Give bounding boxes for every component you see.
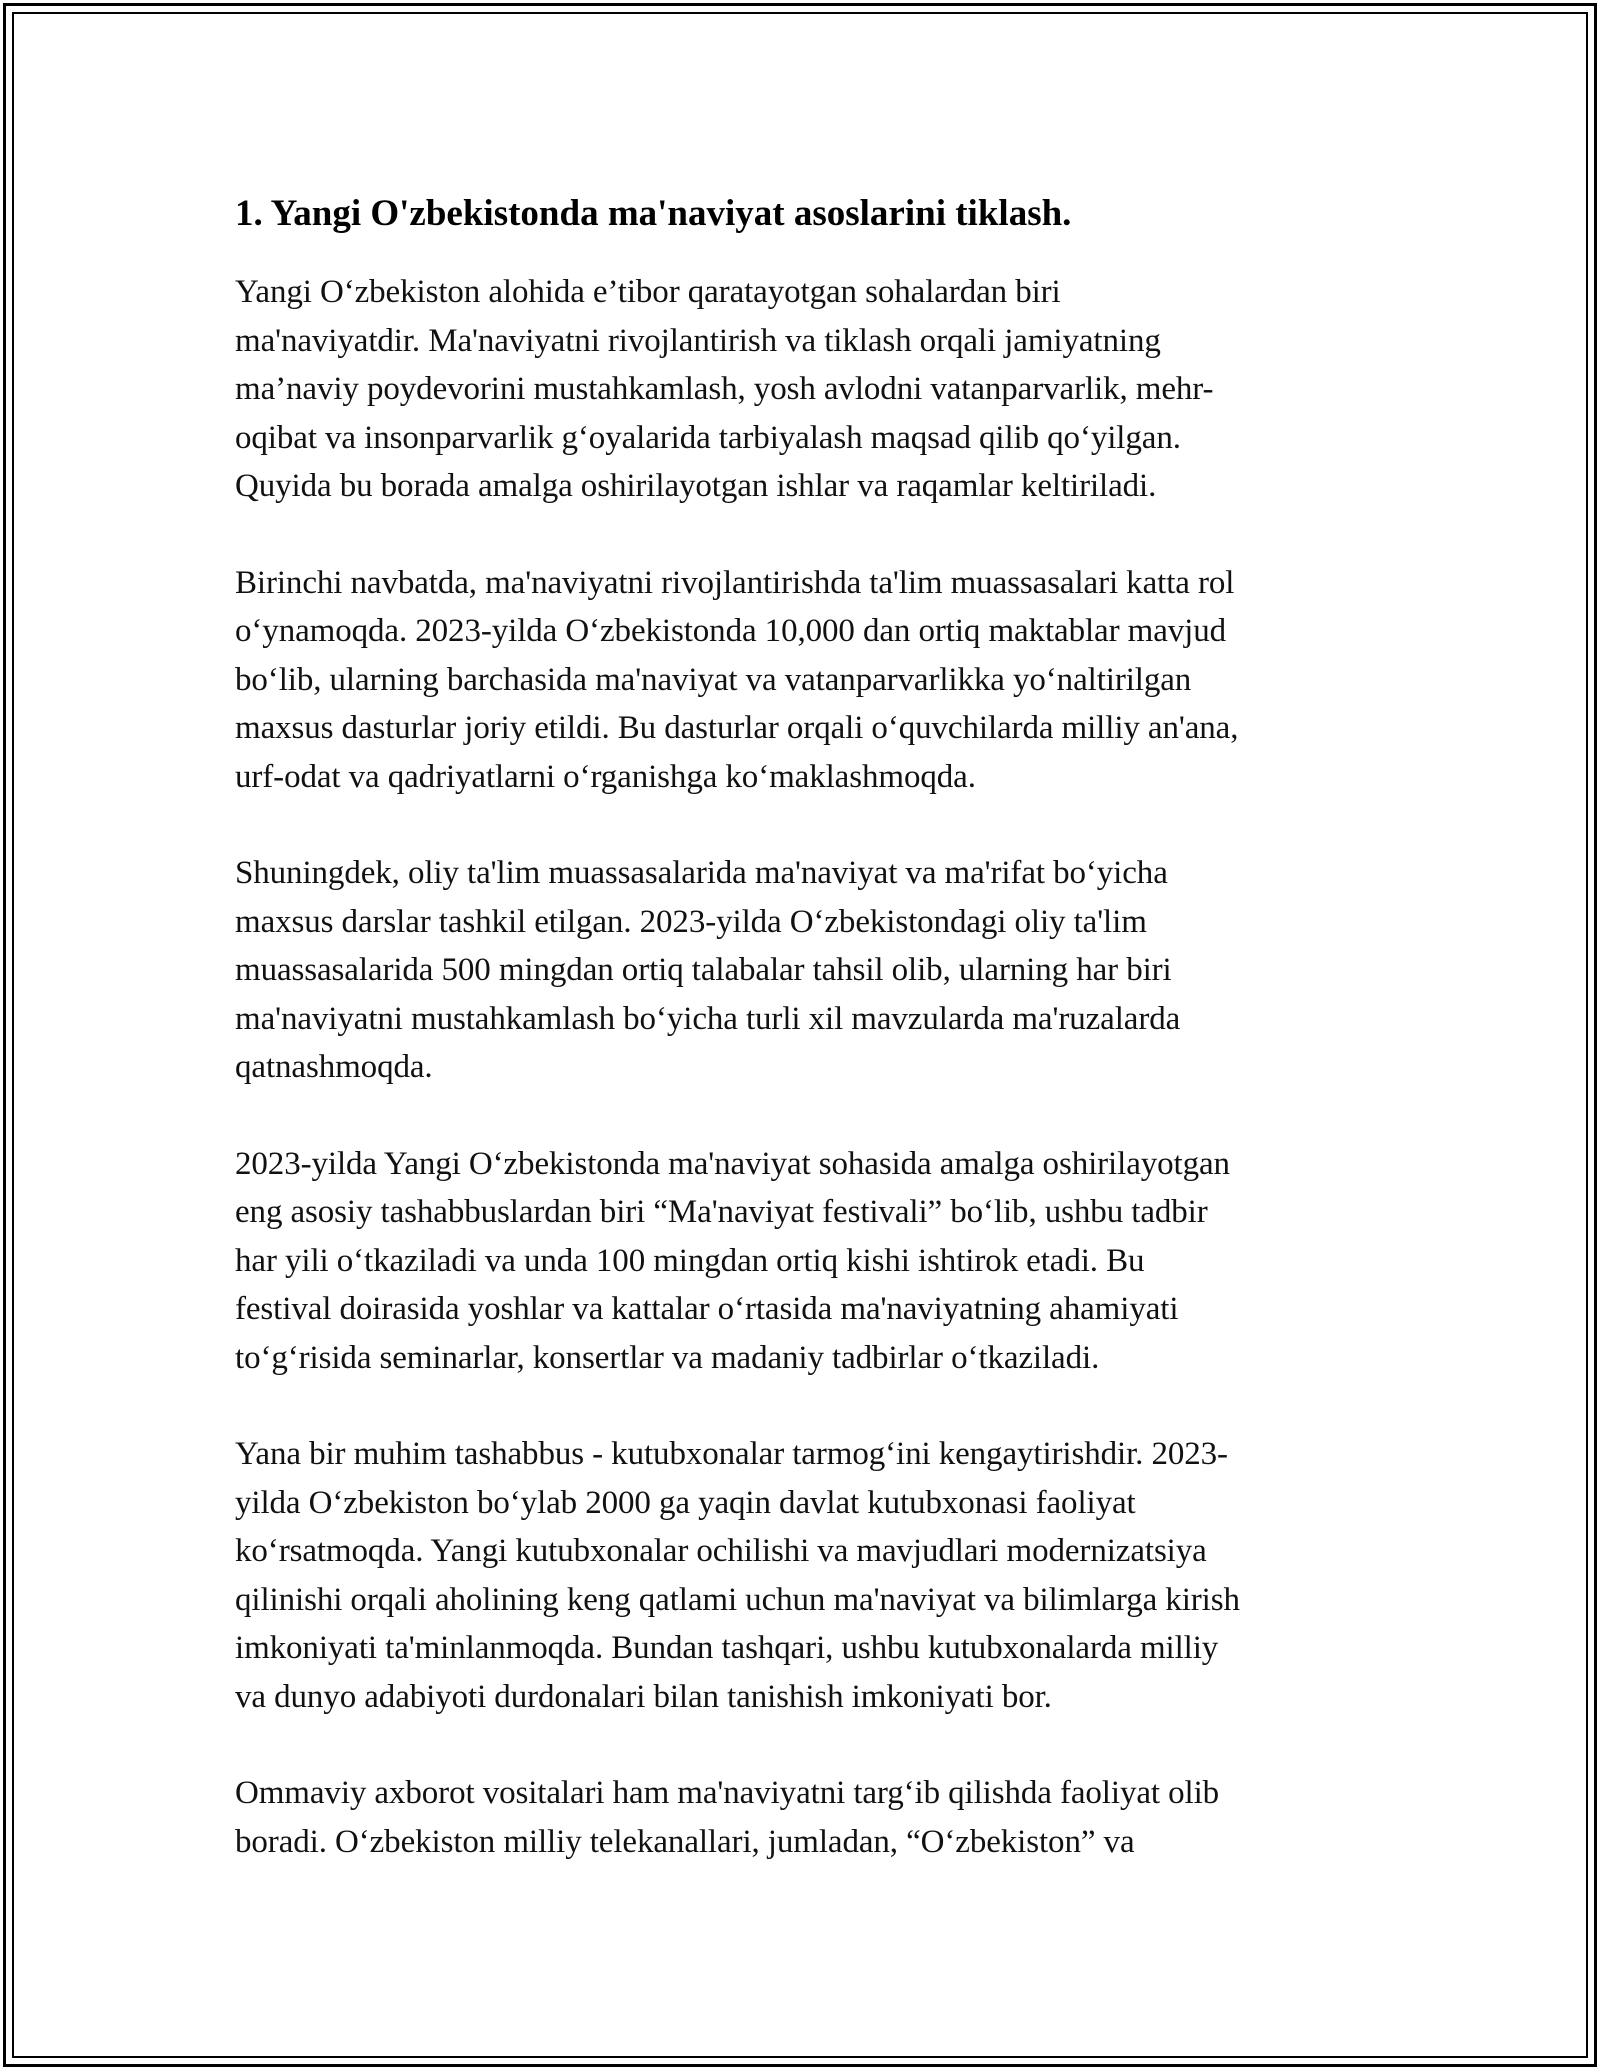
text-line: Yana bir muhim tashabbus - kutubxonalar tarmog‘ini kengaytirishdir. 2023- bbox=[235, 1436, 1228, 1472]
paragraph bbox=[235, 1140, 1365, 1383]
paragraph bbox=[235, 1430, 1365, 1721]
text-line: eng asosiy tashabbuslardan biri “Ma'naviyat festivali” bo‘lib, ushbu tadbir bbox=[235, 1194, 1208, 1230]
text-line: muassasalarida 500 mingdan ortiq talabalar tahsil olib, ularning har biri bbox=[235, 952, 1172, 988]
text-line: oqibat va insonparvarlik g‘oyalarida tarbiyalash maqsad qilib qo‘yilgan. bbox=[235, 419, 1181, 456]
paragraph bbox=[235, 559, 1365, 802]
text-line: va dunyo adabiyoti durdonalari bilan tanishish imkoniyati bor. bbox=[235, 1678, 1052, 1715]
text-line: Birinchi navbatda, ma'naviyatni rivojlantirishda ta'lim muassasalari katta rol bbox=[235, 564, 1235, 601]
text-line: Yangi O‘zbekiston alohida e’tibor qaratayotgan sohalardan biri bbox=[235, 274, 1061, 310]
text-line: ma'naviyatdir. Ma'naviyatni rivojlantirish va tiklash orqali jamiyatning bbox=[235, 322, 1161, 359]
text-line: bo‘lib, ularning barchasida ma'naviyat va vatanparvarlikka yo‘naltirilgan bbox=[235, 661, 1192, 698]
document-body bbox=[235, 184, 1365, 1914]
text-line: ma'naviyatni mustahkamlash bo‘yicha turli xil mavzularda ma'ruzalarda bbox=[235, 1000, 1181, 1037]
text-line: Shuningdek, oliy ta'lim muassasalarida ma'naviyat va ma'rifat bo‘yicha bbox=[235, 855, 1168, 891]
text-line: qatnashmoqda. bbox=[235, 1049, 433, 1085]
text-line: ma’naviy poydevorini mustahkamlash, yosh avlodni vatanparvarlik, mehr- bbox=[235, 371, 1214, 407]
text-line: Ommaviy axborot vositalari ham ma'naviyatni targ‘ib qilishda faoliyat olib bbox=[235, 1775, 1220, 1811]
text-line: Quyida bu borada amalga oshirilayotgan ishlar va raqamlar keltiriladi. bbox=[235, 468, 1157, 504]
text-line: har yili o‘tkaziladi va unda 100 mingdan ortiq kishi ishtirok etadi. Bu bbox=[235, 1242, 1145, 1279]
text-line: maxsus dasturlar joriy etildi. Bu dasturlar orqali o‘quvchilarda milliy an'ana, bbox=[235, 710, 1239, 746]
section-heading: 1. Yangi O'zbekistonda ma'naviyat asoslarini tiklash. bbox=[235, 193, 1072, 234]
text-line: imkoniyati ta'minlanmoqda. Bundan tashqari, ushbu kutubxonalarda milliy bbox=[235, 1630, 1219, 1666]
paragraph bbox=[235, 1769, 1365, 1866]
text-line: to‘g‘risida seminarlar, konsertlar va madaniy tadbirlar o‘tkaziladi. bbox=[235, 1339, 1100, 1376]
text-line: festival doirasida yoshlar va kattalar o‘rtasida ma'naviyatning ahamiyati bbox=[235, 1291, 1179, 1327]
text-line: maxsus darslar tashkil etilgan. 2023-yilda O‘zbekistondagi oliy ta'lim bbox=[235, 903, 1147, 940]
paragraph bbox=[235, 268, 1365, 511]
text-line: urf-odat va qadriyatlarni o‘rganishga ko‘maklashmoqda. bbox=[235, 758, 976, 795]
text-line: qilinishi orqali aholining keng qatlami uchun ma'naviyat va bilimlarga kirish bbox=[235, 1581, 1240, 1618]
paragraph bbox=[235, 849, 1365, 1092]
text-line: ko‘rsatmoqda. Yangi kutubxonalar ochilishi va mavjudlari modernizatsiya bbox=[235, 1533, 1207, 1569]
text-line: 2023-yilda Yangi O‘zbekistonda ma'naviyat sohasida amalga oshirilayotgan bbox=[235, 1145, 1230, 1182]
text-line: yilda O‘zbekiston bo‘ylab 2000 ga yaqin davlat kutubxonasi faoliyat bbox=[235, 1484, 1136, 1521]
text-line: o‘ynamoqda. 2023-yilda O‘zbekistonda 10,000 dan ortiq maktablar mavjud bbox=[235, 613, 1227, 649]
text-line: boradi. O‘zbekiston milliy telekanallari, jumladan, “O‘zbekiston” va bbox=[235, 1823, 1135, 1860]
paragraph-list bbox=[235, 268, 1365, 1866]
